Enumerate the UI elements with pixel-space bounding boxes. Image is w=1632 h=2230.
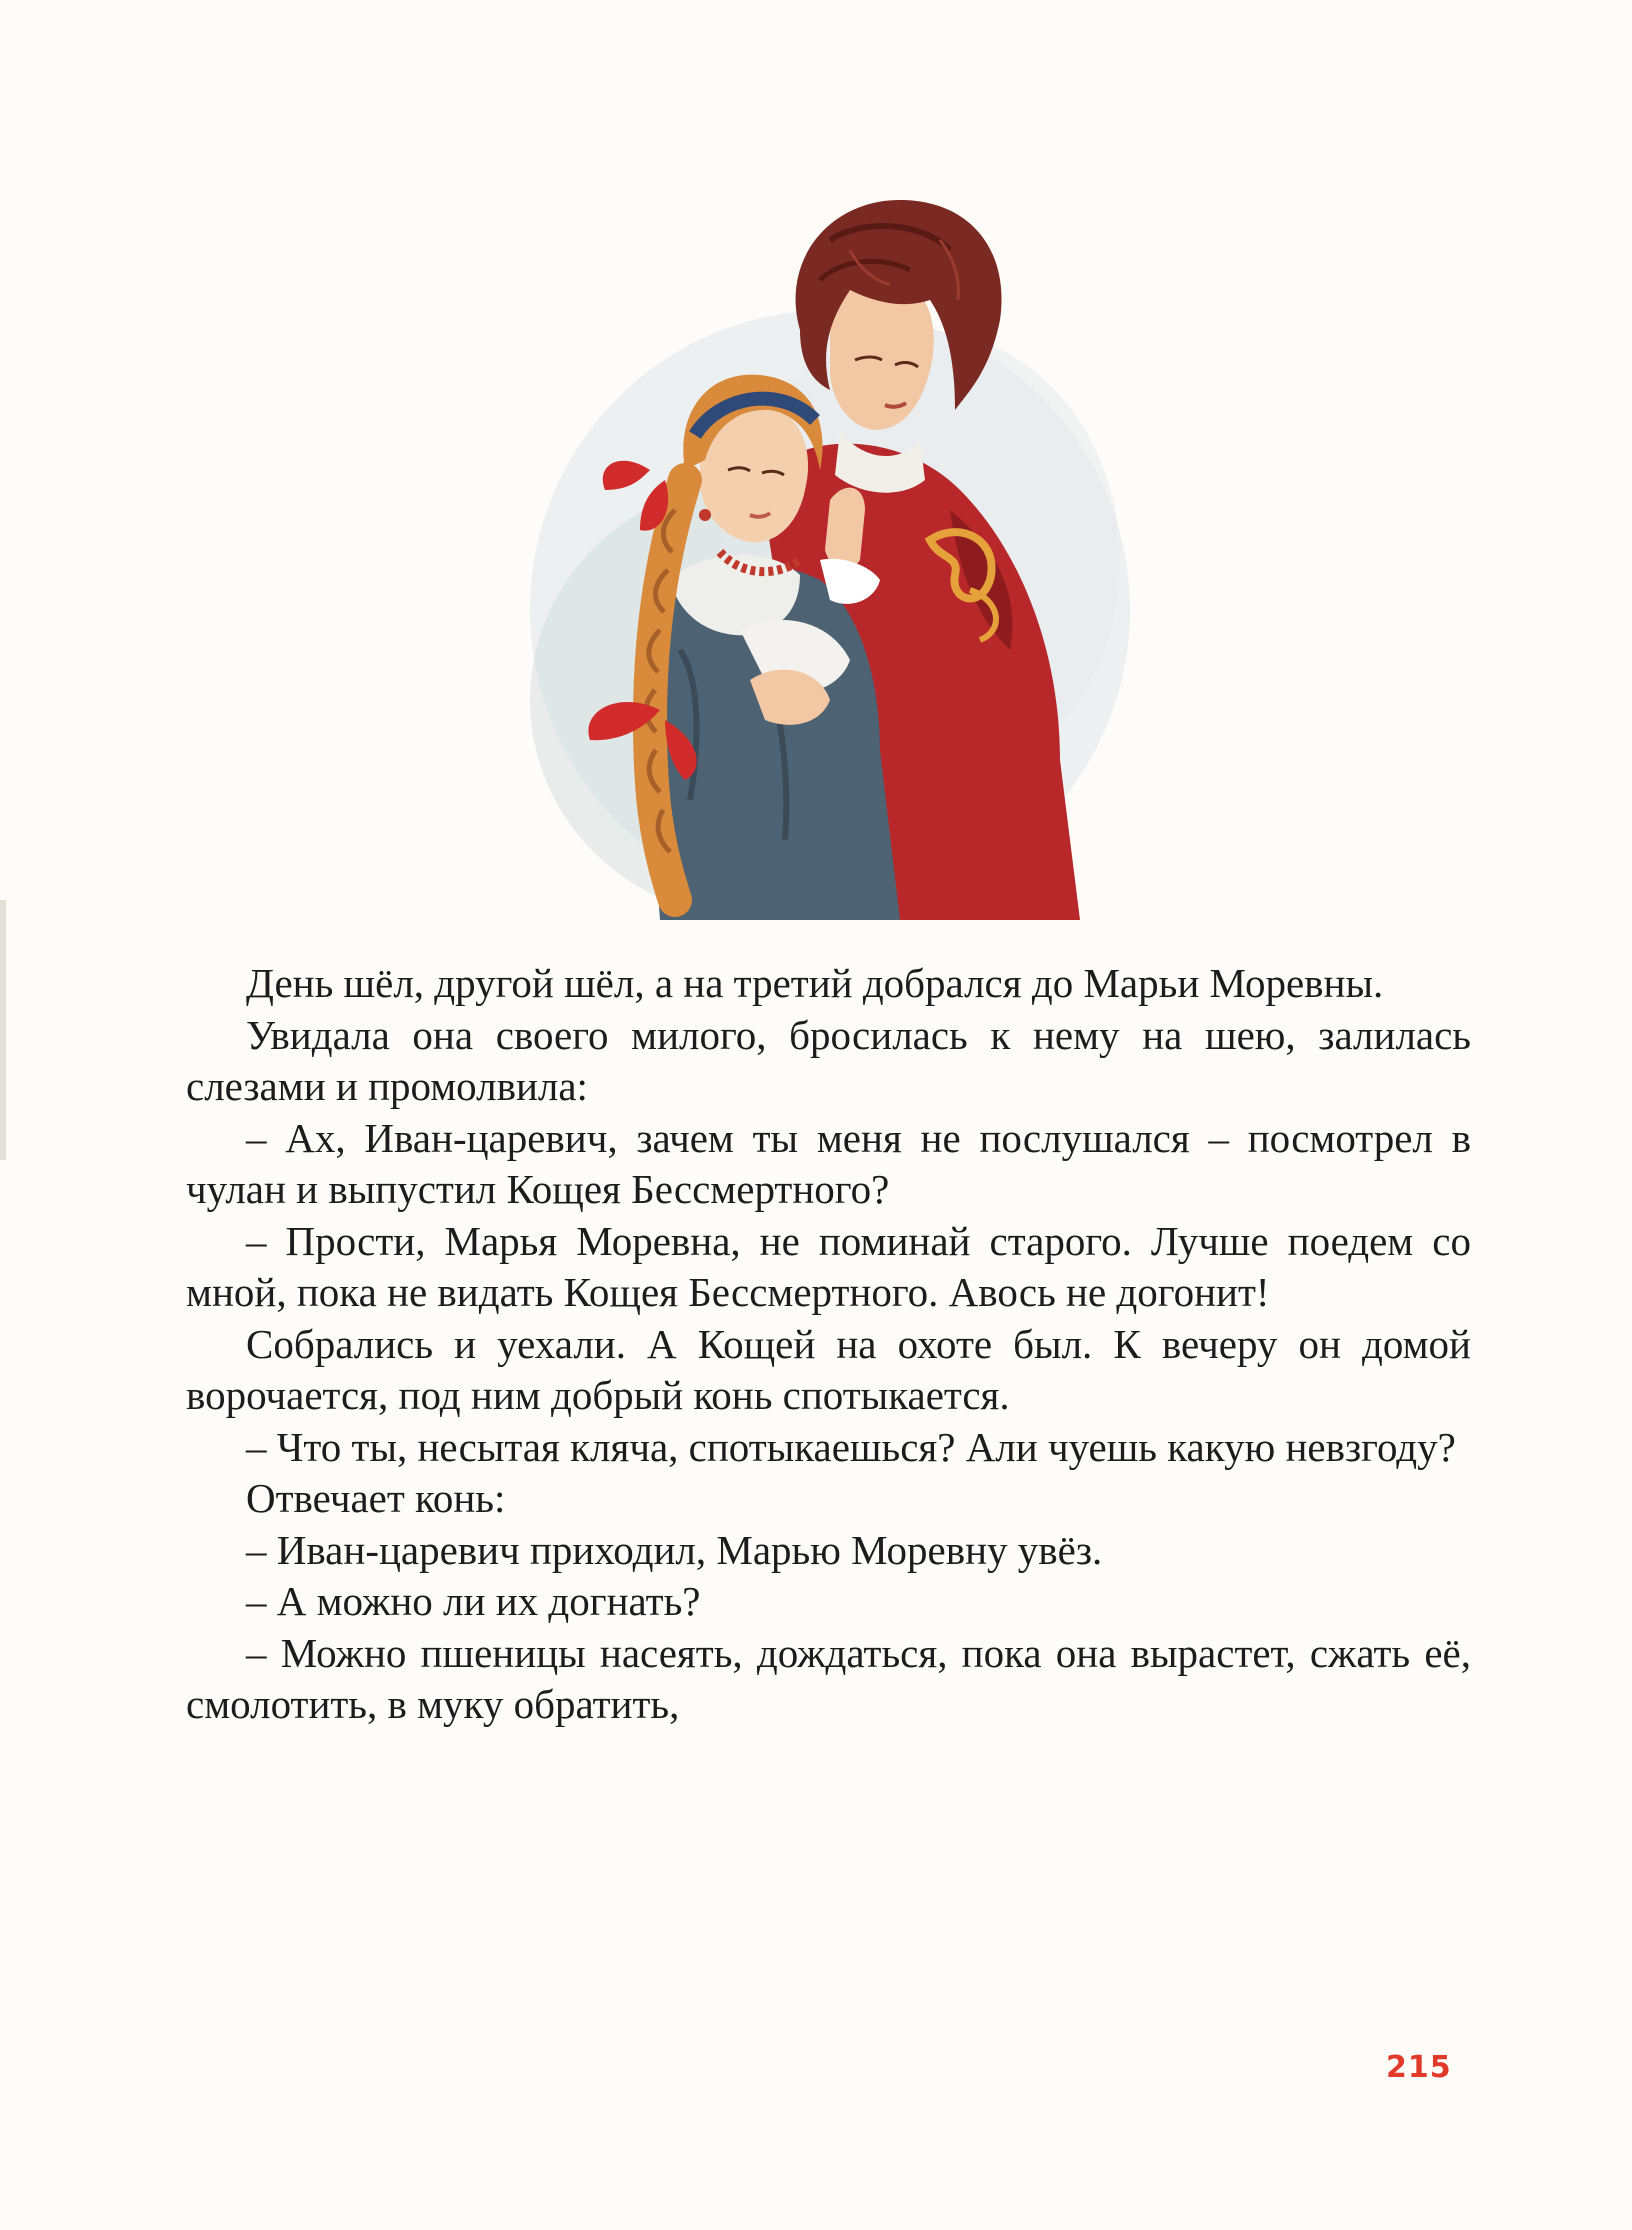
paragraph: – Прости, Марья Моревна, не поминай старого. Лучше поедем со мной, пока не видать Кощея Бессмертного. Авось не догонит!	[186, 1217, 1471, 1315]
paragraph: – Ах, Иван-царевич, зачем ты меня не послушался – посмотрел в чулан и выпустил Кощея Бессмертного?	[186, 1114, 1471, 1212]
paragraph: День шёл, другой шёл, а на третий добрался до Марьи Моревны.	[246, 960, 1384, 1006]
paragraph: – А можно ли их догнать?	[246, 1578, 701, 1624]
paragraph: – Что ты, несытая кляча, спотыкаешься? Али чуешь какую невзгоду?	[246, 1423, 1456, 1470]
paragraph: – Можно пшеницы насеять, дождаться, пока она вырастет, сжать её, смолотить, в муку обратить,	[186, 1629, 1471, 1727]
maria-hand	[825, 488, 865, 569]
page-number: 215	[1386, 2050, 1452, 2085]
illustration-embrace	[500, 180, 1140, 920]
page-spine-shadow	[0, 900, 6, 1160]
paragraph: Собрались и уехали. А Кощей на охоте был. К вечеру он домой ворочается, под ним добрый конь спотыкается.	[186, 1320, 1471, 1418]
paragraph: – Иван-царевич приходил, Марью Моревну увёз.	[246, 1526, 1103, 1573]
paragraph: Отвечает конь:	[246, 1475, 506, 1521]
paragraph: Увидала она своего милого, бросилась к нему на шею, залилась слезами и промолвила:	[186, 1011, 1471, 1109]
story-text	[186, 958, 1471, 1731]
